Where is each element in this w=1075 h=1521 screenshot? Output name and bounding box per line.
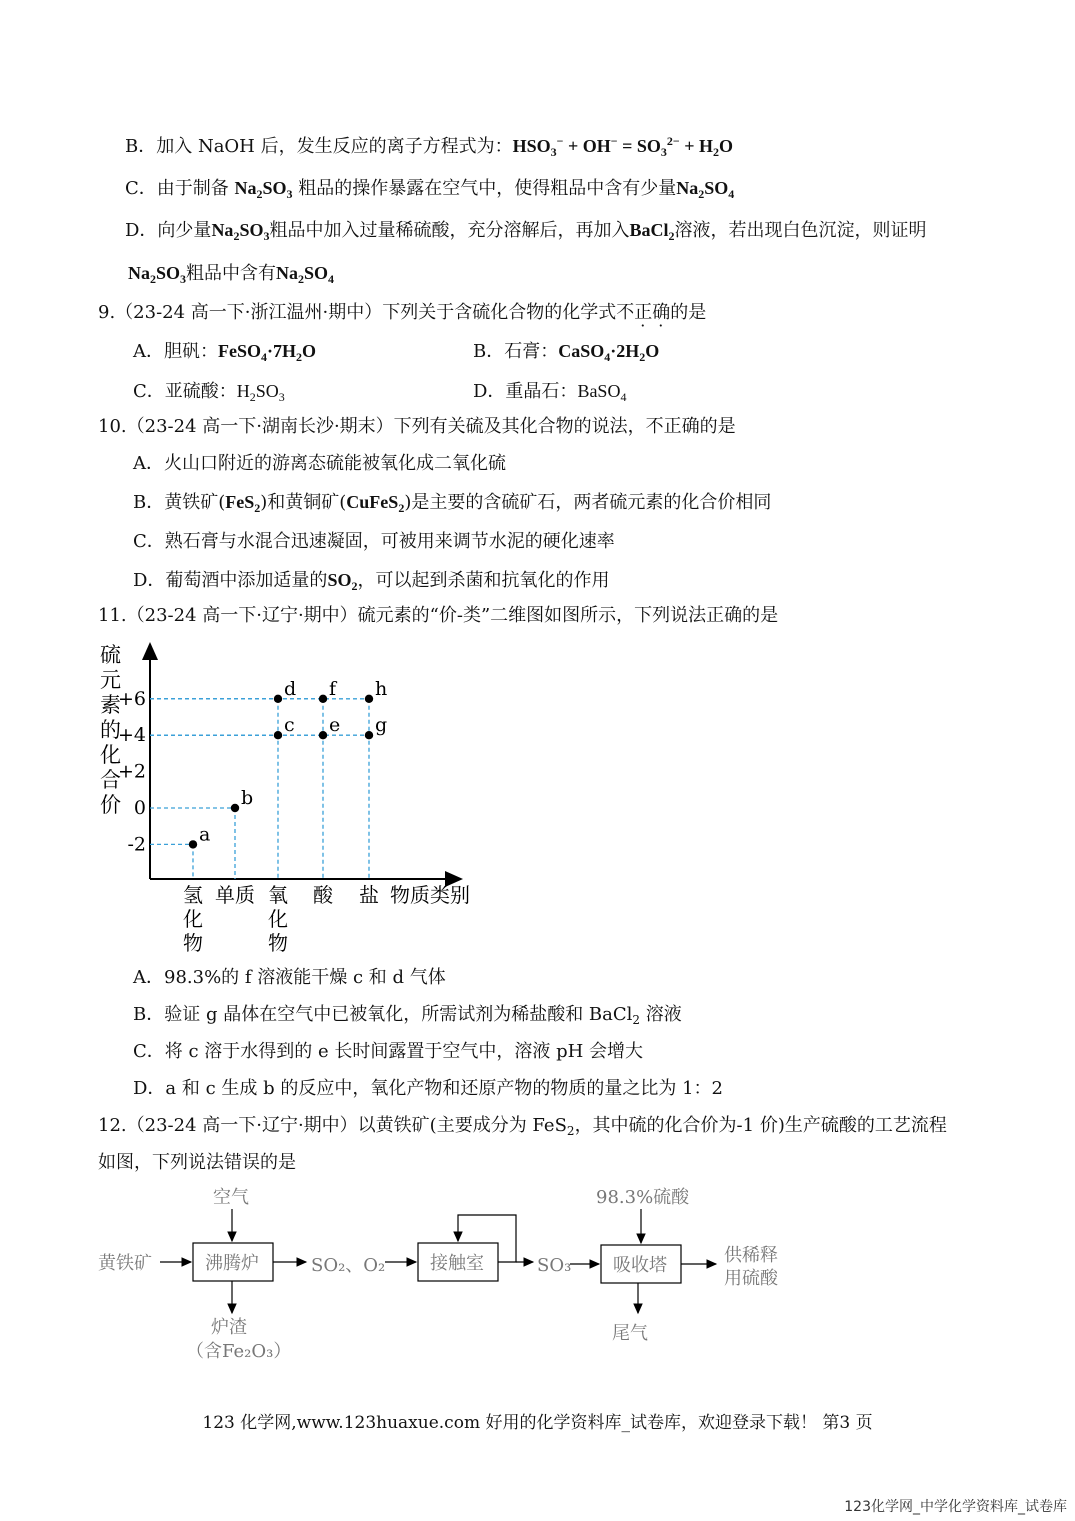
y-tick-label: +6 <box>117 687 146 710</box>
q10-stem: 10.（23-24 高一下·湖南长沙·期末）下列有关硫及其化合物的说法，不正确的是 <box>98 416 736 437</box>
out-label-a: 供稀释 <box>724 1245 778 1266</box>
y-tick-label: 0 <box>133 797 146 819</box>
gas1-label: SO₂、O₂ <box>311 1255 386 1276</box>
q9-option-b: B．石膏：$CaSO_4\cdot 2H_2O$ <box>473 341 660 364</box>
equation: $HSO_3^- + OH^- = SO_3^{2-} + H_2O$ <box>512 134 733 159</box>
pyrite-label: 黄铁矿 <box>98 1253 152 1274</box>
air-label: 空气 <box>213 1187 249 1208</box>
q10-option-d: D．葡萄酒中添加适量的$SO_2$，可以起到杀菌和抗氧化的作用 <box>133 570 610 593</box>
gas2-label: SO₃ <box>537 1255 572 1276</box>
x-category-label: 物 <box>183 931 203 955</box>
q11-option-a: A．98.3%的 f 溶液能干燥 c 和 d 气体 <box>133 967 446 988</box>
y-label-char: 价 <box>100 793 121 817</box>
x-category-label: 盐 <box>359 883 379 907</box>
x-category-label: 酸 <box>313 883 333 907</box>
q11-option-c: C．将 c 溶于水得到的 e 长时间露置于空气中，溶液 pH 会增大 <box>133 1041 644 1062</box>
q8-option-d: D．向少量$Na_2SO_3$粗品中加入过量稀硫酸，充分溶解后，再加入BaCl$_2$溶液，若出现白色沉淀，则证明 <box>125 220 927 243</box>
y-tick-label: -2 <box>127 833 146 856</box>
q12-stem: 12.（23-24 高一下·辽宁·期中）以黄铁矿(主要成分为 FeS$_2$，其中硫的化合价为-1 价)生产硫酸的工艺流程 <box>98 1115 947 1138</box>
acid-in-label: 98.3%硫酸 <box>596 1187 690 1208</box>
q11-option-d: D．a 和 c 生成 b 的反应中，氧化产物和还原产物的物质的量之比为 1：2 <box>133 1078 723 1099</box>
furnace-label: 沸腾炉 <box>205 1253 259 1274</box>
q8-option-d-cont: $Na_2SO_3$粗品中含有$Na_2SO_4$ <box>128 263 335 286</box>
q11-option-b: B．验证 g 晶体在空气中已被氧化，所需试剂为稀盐酸和 BaCl$_2$ 溶液 <box>133 1004 682 1027</box>
q8-option-c: C．由于制备 $Na_2SO_3$ 粗品的操作暴露在空气中，使得粗品中含有少量$Na_2SO_4$ <box>125 178 735 201</box>
point-label-h: h <box>375 677 388 700</box>
q9-option-d: D．重晶石：BaSO$_4$ <box>473 381 627 404</box>
x-category-label: 物 <box>268 931 288 955</box>
y-label-char: 的 <box>100 718 121 742</box>
q10-option-a: A．火山口附近的游离态硫能被氧化成二氧化硫 <box>133 453 506 474</box>
point-label-d: d <box>284 677 297 700</box>
watermark-corner: 123化学网_中学化学资料库_试卷库 <box>844 1499 1067 1515</box>
point-label-b: b <box>241 787 254 809</box>
slag-label: 炉渣 <box>211 1317 247 1338</box>
y-label-char: 合 <box>100 768 121 792</box>
x-axis-label: 物质类别 <box>390 883 470 907</box>
x-category-label: 化 <box>183 907 203 931</box>
y-label-char: 元 <box>100 668 121 692</box>
q9-stem: 9.（23-24 高一下·浙江温州·期中）下列关于含硫化合物的化学式不正确的是 <box>98 302 707 323</box>
out-label-b: 用硫酸 <box>724 1268 778 1289</box>
x-category-label: 化 <box>268 907 288 931</box>
slag-note: （含Fe₂O₃） <box>186 1341 292 1362</box>
q9-option-a: A．胆矾：$FeSO_4\cdot 7H_2O$ <box>133 341 317 364</box>
point-label-g: g <box>375 714 388 737</box>
point-label-e: e <box>329 714 341 737</box>
page-footer: 123 化学网,www.123huaxue.com 好用的化学资料库_试卷库，欢迎登录下载！ 第3 页 <box>202 1413 873 1433</box>
q10-option-b: B．黄铁矿(FeS$_2$)和黄铜矿(CuFeS$_2$)是主要的含硫矿石，两者硫元素的化合价相同 <box>133 492 772 515</box>
y-tick-label: +4 <box>117 724 146 747</box>
q11-stem: 11.（23-24 高一下·辽宁·期中）硫元素的“价-类”二维图如图所示，下列说法正确的是 <box>98 605 779 626</box>
y-tick-label: +2 <box>117 760 146 783</box>
q12-stem-cont: 如图，下列说法错误的是 <box>98 1152 296 1173</box>
point-label-f: f <box>329 677 337 700</box>
x-category-label: 氢 <box>183 883 203 907</box>
y-label-char: 素 <box>100 693 121 717</box>
y-label-char: 硫 <box>100 643 121 667</box>
x-category-label: 单质 <box>215 883 255 907</box>
q9-option-c: C．亚硫酸：$H_2SO_3$ <box>133 381 285 404</box>
contact-label: 接触室 <box>430 1253 484 1274</box>
y-label-char: 化 <box>100 743 121 767</box>
point-label-a: a <box>199 823 211 846</box>
tail-gas-label: 尾气 <box>612 1323 648 1344</box>
q8-option-b: B．加入 NaOH 后，发生反应的离子方程式为：$HSO_3^- + OH^- = SO_3^{2-} + H_2O$ <box>125 134 733 159</box>
point-label-c: c <box>284 714 295 737</box>
x-category-label: 氧 <box>268 883 288 907</box>
absorber-label: 吸收塔 <box>613 1255 667 1276</box>
q10-option-c: C．熟石膏与水混合迅速凝固，可被用来调节水泥的硬化速率 <box>133 531 615 552</box>
